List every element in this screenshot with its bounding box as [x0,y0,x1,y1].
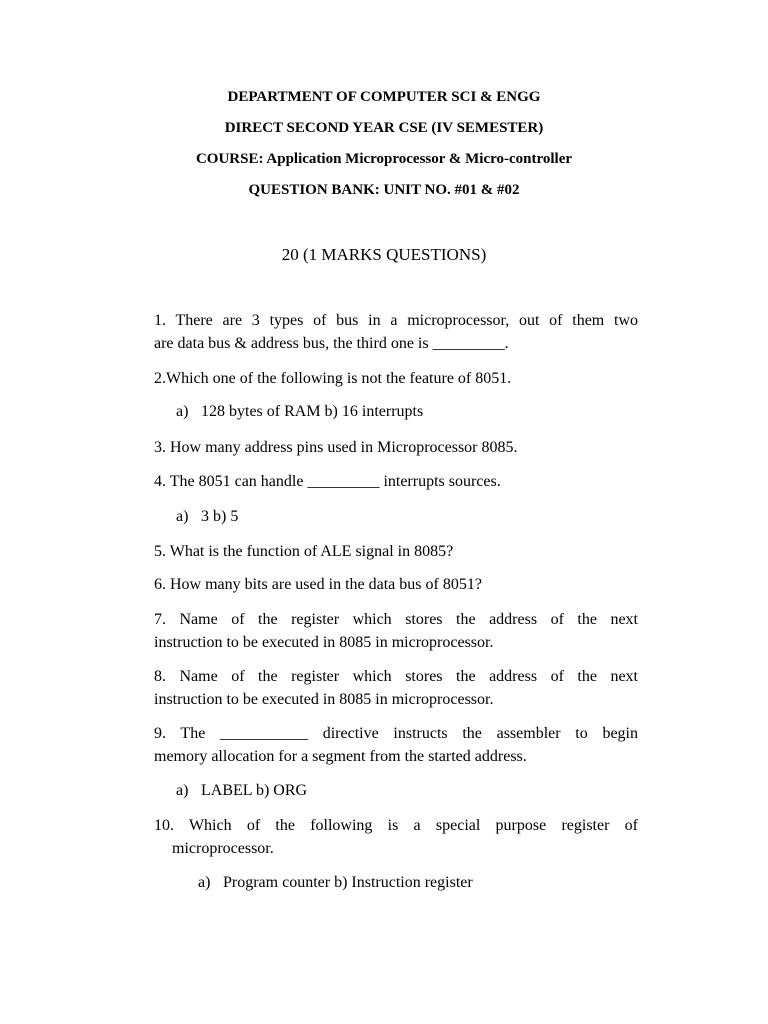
question-5 [154,541,638,564]
year-heading: DIRECT SECOND YEAR CSE (IV SEMESTER) [224,120,544,136]
question-10-option-text: Program counter b) Instruction register [223,874,473,891]
question-8-line-2: instruction to be executed in 8085 in microprocessor. [154,690,494,708]
question-10-option-label: a) [198,874,211,891]
question-8 [154,666,638,711]
question-8-line-1: 8. Name of the register which stores the address of the next [154,668,638,685]
question-4-option-text: 3 b) 5 [201,508,239,525]
question-5-line-1: 5. What is the function of ALE signal in 8085? [154,543,454,560]
section-title: 20 (1 MARKS QUESTIONS) [281,245,487,264]
question-9-option-text: LABEL b) ORG [201,782,308,799]
question-9-options [176,781,307,801]
question-3 [154,437,638,460]
question-2-option-text: 128 bytes of RAM b) 16 interrupts [201,403,424,420]
question-10-line-2: microprocessor. [172,839,274,857]
question-10 [154,815,638,860]
question-9-line-1: 9. The ___________ directive instructs the assembler to begin [154,725,638,742]
question-4 [154,471,638,494]
question-4-option-label: a) [176,508,189,525]
department-heading: DEPARTMENT OF COMPUTER SCI & ENGG [227,89,541,105]
question-6-line-1: 6. How many bits are used in the data bus of 8051? [154,576,482,593]
question-7-line-2: instruction to be executed in 8085 in microprocessor. [154,633,494,651]
question-9-option-label: a) [176,782,189,799]
question-2 [154,368,638,391]
question-10-line-1: 10. Which of the following is a special purpose register of [154,817,638,834]
question-1 [154,310,638,355]
question-1-line-2: are data bus & address bus, the third one is _________. [154,334,509,352]
question-7 [154,609,638,654]
question-9-line-2: memory allocation for a segment from the started address. [154,747,527,765]
question-6 [154,574,638,597]
question-2-option-label: a) [176,403,189,420]
question-7-line-1: 7. Name of the register which stores the address of the next [154,611,638,628]
question-3-line-1: 3. How many address pins used in Microprocessor 8085. [154,439,518,456]
question-10-options [198,873,473,893]
question-9 [154,723,638,768]
course-heading: COURSE: Application Microprocessor & Micro-controller [195,151,573,167]
question-bank-heading: QUESTION BANK: UNIT NO. #01 & #02 [248,182,520,198]
question-2-options [176,402,423,422]
question-4-options [176,507,238,527]
question-4-line-1: 4. The 8051 can handle _________ interrupts sources. [154,473,501,490]
question-1-line-1: 1. There are 3 types of bus in a microprocessor, out of them two [154,312,638,329]
question-2-line-1: 2.Which one of the following is not the feature of 8051. [154,370,512,387]
